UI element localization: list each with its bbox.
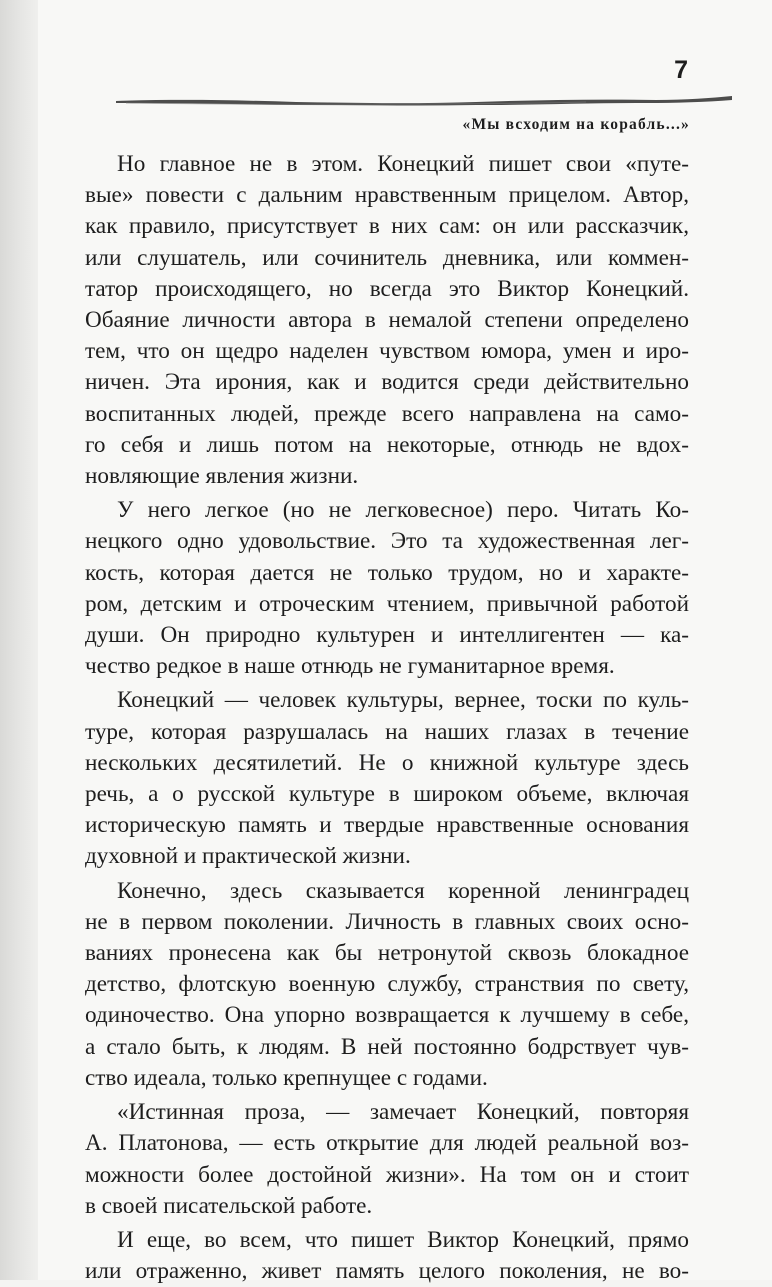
text-line: тем, что он щедро наделен чувством юмора, умен и иро-: [85, 338, 689, 365]
paragraph: [85, 149, 689, 492]
book-binding-edge: [0, 0, 38, 1280]
paragraph: [85, 685, 689, 872]
text-line: кость, которая дается не только трудом, но и характе-: [85, 559, 689, 586]
paragraph: [85, 1225, 689, 1287]
text-line: ваниях пронесена как бы нетронутой сквозь блокадное: [85, 940, 689, 967]
text-line: не в первом поколении. Личность в главных своих осно-: [85, 908, 689, 935]
text-line: го себя и лишь потом на некоторые, отнюдь не вдох-: [85, 431, 689, 458]
paragraph: [85, 495, 689, 682]
text-line: И еще, во всем, что пишет Виктор Конецкий, прямо: [117, 1226, 689, 1253]
text-line: или слушатель, или сочинитель дневника, или коммен-: [85, 244, 689, 271]
text-line: нецкого одно удовольствие. Это та художественная лег-: [85, 528, 689, 555]
text-line: воспитанных людей, прежде всего направлена на само-: [85, 400, 689, 427]
text-line: как правило, присутствует в них сам: он или рассказчик,: [85, 213, 689, 240]
paragraph: [85, 1097, 689, 1222]
text-line: У него легкое (но не легковесное) перо. Читать Ко-: [117, 497, 689, 524]
header-brush-rule: [116, 93, 732, 107]
running-title: «Мы всходим на корабль...»: [462, 116, 690, 133]
body-text: [85, 149, 689, 1287]
text-line: туре, которая разрушалась на наших глазах в течение: [85, 718, 689, 745]
text-line: новляющие явления жизни.: [85, 463, 359, 490]
page-number: 7: [674, 56, 688, 84]
text-line: Обаяние личности автора в немалой степени определено: [85, 307, 689, 334]
text-line: ничен. Эта ирония, как и водится среди действительно: [85, 369, 689, 396]
text-line: татор происходящего, но всегда это Виктор Конецкий.: [85, 275, 689, 302]
text-line: ром, детским и отроческим чтением, привычной работой: [85, 590, 689, 617]
text-line: ство идеала, только крепнущее с годами.: [85, 1064, 488, 1091]
text-line: чество редкое в наше отнюдь не гуманитарное время.: [85, 653, 615, 680]
text-line: вые» повести с дальним нравственным прицелом. Автор,: [85, 182, 689, 209]
text-line: одиночество. Она упорно возвращается к лучшему в себе,: [85, 1002, 689, 1029]
text-line: или отраженно, живет память целого поколения, не во-: [85, 1258, 689, 1285]
text-line: А. Платонова, — есть открытие для людей реальной воз-: [85, 1130, 689, 1157]
text-line: в своей писательской работе.: [85, 1192, 373, 1219]
text-line: «Истинная проза, — замечает Конецкий, повторяя: [117, 1099, 689, 1126]
paragraph: [85, 876, 689, 1094]
text-line: Но главное не в этом. Конецкий пишет свои «путе-: [117, 151, 689, 177]
text-line: нескольких десятилетий. Не о книжной культуре здесь: [85, 749, 689, 776]
text-line: духовной и практической жизни.: [85, 843, 411, 870]
text-line: Конечно, здесь сказывается коренной ленинградец: [117, 877, 689, 904]
text-line: можности более достойной жизни». На том он и стоит: [85, 1161, 689, 1188]
text-line: речь, а о русской культуре в широком объеме, включая: [85, 781, 689, 808]
text-line: души. Он природно культурен и интеллигентен — ка-: [85, 622, 689, 649]
text-line: а стало быть, к людям. В ней постоянно бодрствует чув-: [85, 1033, 689, 1060]
text-line: историческую память и твердые нравственные основания: [85, 812, 689, 839]
text-line: Конецкий — человек культуры, вернее, тоски по куль-: [117, 687, 689, 714]
text-line: детство, флотскую военную службу, странствия по свету,: [85, 971, 689, 998]
